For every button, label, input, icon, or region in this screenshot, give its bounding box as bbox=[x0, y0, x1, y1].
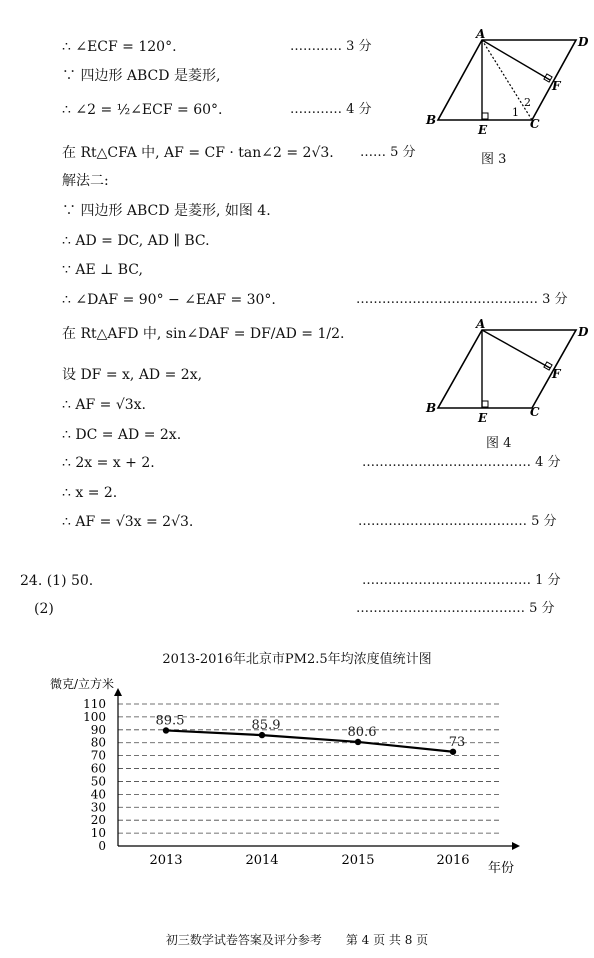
data-label: 80.6 bbox=[347, 724, 377, 740]
data-label: 89.5 bbox=[155, 713, 185, 729]
q24-line-2: (2) bbox=[34, 601, 54, 617]
x-tick-label: 2015 bbox=[341, 853, 375, 868]
line-4: 在 Rt△CFA 中, AF = CF · tan∠2 = 2√3. bbox=[62, 145, 334, 161]
line-3: ∴ ∠2 = ½∠ECF = 60°. bbox=[62, 102, 223, 118]
x-tick-label: 2013 bbox=[149, 853, 183, 868]
fig4-label-a: A bbox=[476, 317, 486, 331]
line-1: ∴ ∠ECF = 120°. bbox=[62, 39, 177, 55]
score-14: ………………………………… 4 分 bbox=[362, 455, 561, 470]
chart-xlabel: 年份 bbox=[488, 861, 515, 876]
y-tick-label: 40 bbox=[90, 787, 106, 802]
fig4-label-f: F bbox=[552, 367, 561, 381]
y-tick-label: 70 bbox=[90, 748, 106, 763]
pm25-line-chart bbox=[0, 670, 594, 880]
y-tick-label: 0 bbox=[98, 839, 106, 853]
x-tick-label: 2016 bbox=[436, 853, 470, 868]
figure-3-caption: 图 3 bbox=[481, 152, 507, 167]
x-tick-label: 2014 bbox=[245, 853, 279, 868]
fig3-label-a: A bbox=[476, 27, 486, 41]
fig4-label-b: B bbox=[426, 401, 437, 415]
line-14: ∴ 2x = x + 2. bbox=[62, 455, 155, 471]
fig3-label-b: B bbox=[426, 113, 437, 127]
score-9: …………………………………… 3 分 bbox=[356, 292, 568, 307]
q24-line-1: 24. (1) 50. bbox=[20, 573, 94, 589]
fig3-label-f: F bbox=[552, 79, 561, 93]
fig3-label-d: D bbox=[578, 35, 589, 49]
score-3: ………… 4 分 bbox=[290, 102, 372, 117]
y-tick-label: 110 bbox=[83, 697, 106, 711]
line-15: ∴ x = 2. bbox=[62, 485, 118, 501]
score-16: ………………………………… 5 分 bbox=[358, 514, 557, 529]
fig3-angle-1: 1 bbox=[512, 106, 519, 119]
line-5: 解法二: bbox=[62, 173, 109, 189]
data-label: 73 bbox=[448, 734, 466, 750]
x-axis-arrow bbox=[512, 842, 520, 850]
y-tick-label: 60 bbox=[90, 761, 106, 776]
chart-title: 2013-2016年北京市PM2.5年均浓度值统计图 bbox=[162, 652, 432, 667]
figure-4-rhombus bbox=[420, 316, 594, 432]
figure-4-caption: 图 4 bbox=[486, 436, 512, 451]
fig3-label-e: E bbox=[478, 123, 488, 137]
line-16: ∴ AF = √3x = 2√3. bbox=[62, 514, 194, 530]
line-8: ∵ AE ⊥ BC, bbox=[62, 262, 143, 278]
fig3-label-c: C bbox=[530, 117, 540, 131]
line-2: ∵ 四边形 ABCD 是菱形, bbox=[62, 68, 221, 84]
figure-3-rhombus bbox=[420, 24, 594, 164]
fig4-label-d: D bbox=[578, 325, 589, 339]
y-axis-arrow bbox=[114, 688, 122, 696]
q24-score-1: ………………………………… 1 分 bbox=[362, 573, 561, 588]
line-6: ∵ 四边形 ABCD 是菱形, 如图 4. bbox=[62, 203, 271, 219]
y-tick-label: 100 bbox=[83, 709, 106, 724]
score-1: ………… 3 分 bbox=[290, 39, 372, 54]
series-line bbox=[166, 730, 453, 751]
line-13: ∴ DC = AD = 2x. bbox=[62, 427, 182, 443]
line-11: 设 DF = x, AD = 2x, bbox=[62, 367, 203, 383]
line-12: ∴ AF = √3x. bbox=[62, 397, 146, 413]
page-footer: 初三数学试卷答案及评分参考 第 4 页 共 8 页 bbox=[165, 933, 429, 947]
fig4-label-c: C bbox=[530, 405, 540, 419]
y-tick-label: 10 bbox=[90, 826, 106, 841]
fig4-label-e: E bbox=[478, 411, 488, 425]
fig3-angle-2: 2 bbox=[524, 96, 531, 109]
y-tick-label: 80 bbox=[90, 735, 106, 750]
line-10: 在 Rt△AFD 中, sin∠DAF = DF/AD = 1/2. bbox=[62, 326, 345, 342]
score-4: …… 5 分 bbox=[360, 145, 416, 160]
line-9: ∴ ∠DAF = 90° − ∠EAF = 30°. bbox=[62, 292, 276, 308]
chart-ylabel: 微克/立方米 bbox=[50, 677, 115, 691]
data-label: 85.9 bbox=[251, 718, 281, 734]
line-7: ∴ AD = DC, AD ∥ BC. bbox=[62, 233, 210, 249]
q24-score-2: ………………………………… 5 分 bbox=[356, 601, 555, 616]
y-tick-label: 30 bbox=[90, 800, 106, 815]
y-tick-label: 50 bbox=[90, 774, 106, 789]
y-tick-label: 90 bbox=[90, 722, 106, 737]
y-tick-label: 20 bbox=[90, 813, 106, 828]
